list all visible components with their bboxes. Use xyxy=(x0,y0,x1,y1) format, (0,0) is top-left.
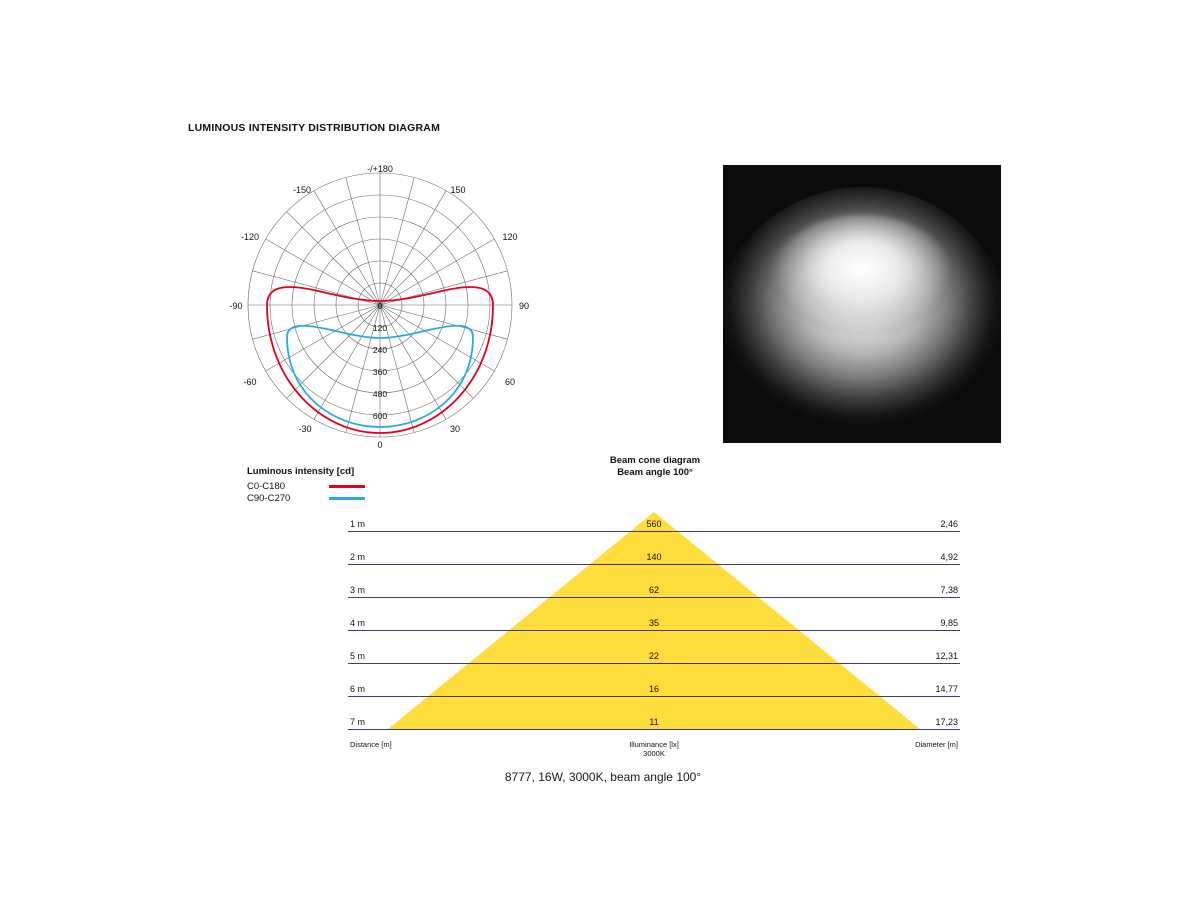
figure-caption xyxy=(0,770,1200,784)
cone-row-1-diameter: 2,46 xyxy=(940,519,958,529)
cone-row-7-diameter: 17,23 xyxy=(935,717,958,727)
beam-cone-rows xyxy=(348,512,960,752)
polar-angle-label-m30: -30 xyxy=(298,424,312,434)
polar-angle-label-90: 90 xyxy=(518,301,530,311)
polar-angle-label-m90: -90 xyxy=(229,301,243,311)
cone-row-7-illuminance: 11 xyxy=(649,717,659,727)
cone-row-4-illuminance: 35 xyxy=(648,618,659,628)
polar-radial-label-600: 600 xyxy=(372,411,388,421)
cone-row-5-illuminance: 22 xyxy=(648,651,659,661)
polar-radial-label-360: 360 xyxy=(372,367,388,377)
polar-angle-label-m150: -150 xyxy=(292,185,312,195)
cone-row-4-distance: 4 m xyxy=(350,618,366,628)
legend-item-c0-c180 xyxy=(247,480,365,492)
cone-row-3-illuminance: 62 xyxy=(648,585,659,595)
legend-title: Luminous intensity [cd] xyxy=(247,466,355,477)
polar-radial-label-240: 240 xyxy=(372,345,388,355)
cone-row-2-distance: 2 m xyxy=(350,552,366,562)
cone-row-5 xyxy=(348,651,960,665)
cone-row-6 xyxy=(348,684,960,698)
legend-swatch-c0-c180 xyxy=(329,485,365,488)
cone-row-6-diameter: 14,77 xyxy=(935,684,958,694)
polar-angle-label-180: -/+180 xyxy=(367,164,393,174)
polar-radial-label-120: 120 xyxy=(372,323,388,333)
legend xyxy=(247,465,365,504)
figure-caption-text: 8777, 16W, 3000K, beam angle 100° xyxy=(504,770,702,784)
cone-row-2 xyxy=(348,552,960,566)
polar-diagram-svg xyxy=(190,150,550,470)
polar-angle-label-m60: -60 xyxy=(243,377,257,387)
cone-row-4 xyxy=(348,618,960,632)
polar-radial-label-480: 480 xyxy=(372,389,388,399)
cone-col-header-distance: Distance [m] xyxy=(350,740,392,749)
polar-radial-label-0: 0 xyxy=(377,301,383,311)
cone-row-5-diameter: 12,31 xyxy=(935,651,958,661)
cone-row-1-distance: 1 m xyxy=(350,519,366,529)
polar-angle-label-120: 120 xyxy=(502,232,518,242)
cone-row-5-distance: 5 m xyxy=(350,651,366,661)
cone-col-header-illuminance xyxy=(348,740,960,758)
cone-row-1 xyxy=(348,519,960,533)
cone-row-2-diameter: 4,92 xyxy=(940,552,958,562)
legend-swatch-c90-c270 xyxy=(329,497,365,500)
cone-row-4-diameter: 9,85 xyxy=(940,618,958,628)
light-beam-photo xyxy=(723,165,1001,443)
cone-col-header-illuminance-line2: 3000K xyxy=(643,749,665,758)
cone-row-6-distance: 6 m xyxy=(350,684,366,694)
beam-cone-axis-labels xyxy=(348,740,960,766)
cone-row-7 xyxy=(348,717,960,731)
polar-angle-label-0: 0 xyxy=(377,440,383,450)
cone-row-1-illuminance: 560 xyxy=(646,519,662,529)
beam-cone-title-line2: Beam angle 100° xyxy=(617,467,693,478)
cone-row-3-distance: 3 m xyxy=(350,585,366,595)
polar-angle-label-150: 150 xyxy=(450,185,466,195)
polar-intensity-diagram xyxy=(190,150,550,470)
cone-row-7-distance: 7 m xyxy=(350,717,366,727)
legend-item-c90-c270 xyxy=(247,492,365,504)
cone-row-2-illuminance: 140 xyxy=(646,552,662,562)
polar-angle-label-30: 30 xyxy=(449,424,461,434)
beam-hotspot xyxy=(772,215,952,335)
cone-col-header-illuminance-line1: Illuminance [lx] xyxy=(629,740,679,749)
cone-row-3-diameter: 7,38 xyxy=(940,585,958,595)
beam-cone-title-line1: Beam cone diagram xyxy=(609,455,701,466)
polar-angle-label-60: 60 xyxy=(504,377,516,387)
cone-col-header-diameter: Diameter [m] xyxy=(915,740,958,749)
beam-cone-diagram xyxy=(348,512,960,752)
legend-label-c0-c180: C0-C180 xyxy=(247,480,286,492)
polar-angle-label-m120: -120 xyxy=(240,232,260,242)
cone-row-3 xyxy=(348,585,960,599)
page-title: LUMINOUS INTENSITY DISTRIBUTION DIAGRAM xyxy=(188,122,441,134)
beam-cone-title xyxy=(530,455,780,479)
cone-row-6-illuminance: 16 xyxy=(648,684,659,694)
legend-label-c90-c270: C90-C270 xyxy=(247,492,291,504)
